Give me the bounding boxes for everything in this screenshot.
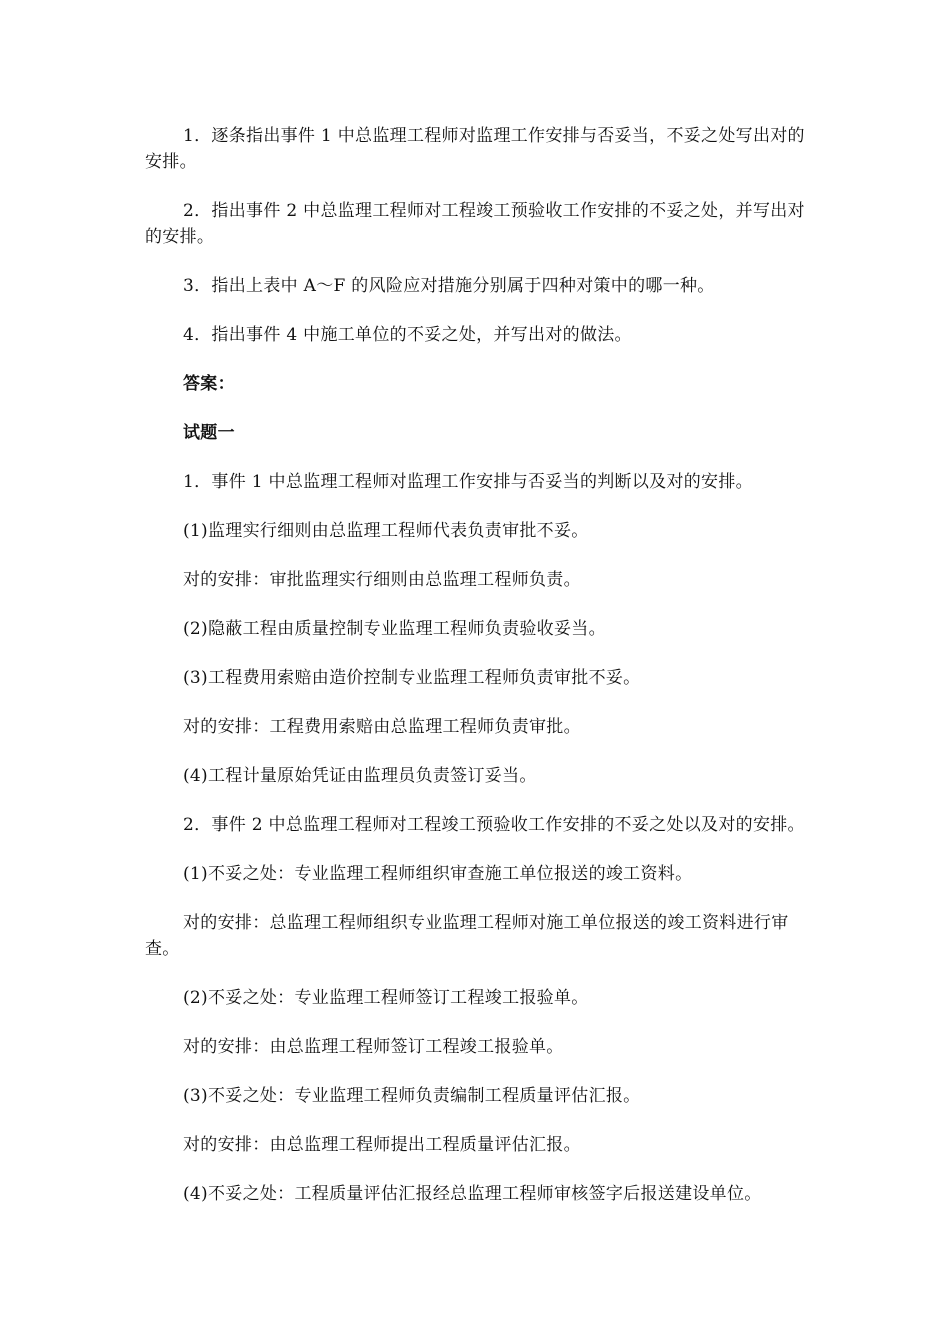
answer-heading: 答案： [183,374,235,394]
answer-1-item: (3)工程费用索赔由造价控制专业监理工程师负责审批不妥。 [183,668,641,688]
answer-1-item: (1)监理实行细则由总监理工程师代表负责审批不妥。 [183,521,589,541]
answer-2-item: (4)不妥之处：工程质量评估汇报经总监理工程师审核签字后报送建设单位。 [183,1184,762,1204]
section-heading: 试题一 [183,423,235,443]
answer-2-item: (2)不妥之处：专业监理工程师签订工程竣工报验单。 [183,988,589,1008]
question-2: 2．指出事件 2 中总监理工程师对工程竣工预验收工作安排的不妥之处，并写出对的安排。 [145,201,805,247]
answer-2-item: (1)不妥之处：专业监理工程师组织审查施工单位报送的竣工资料。 [183,864,693,884]
answer-1-intro: 1．事件 1 中总监理工程师对监理工作安排与否妥当的判断以及对的安排。 [183,472,753,492]
answer-2-item: 对的安排：由总监理工程师签订工程竣工报验单。 [183,1037,564,1057]
answer-2-item: 对的安排：总监理工程师组织专业监理工程师对施工单位报送的竣工资料进行审查。 [145,913,789,959]
answer-1-item: 对的安排：审批监理实行细则由总监理工程师负责。 [183,570,581,590]
question-1: 1．逐条指出事件 1 中总监理工程师对监理工作安排与否妥当，不妥之处写出对的安排。 [145,126,805,172]
question-4: 4．指出事件 4 中施工单位的不妥之处，并写出对的做法。 [183,325,632,345]
question-3: 3．指出上表中 A～F 的风险应对措施分别属于四种对策中的哪一种。 [183,276,715,296]
answer-2-item: 对的安排：由总监理工程师提出工程质量评估汇报。 [183,1135,581,1155]
answer-1-item: (4)工程计量原始凭证由监理员负责签订妥当。 [183,766,537,786]
answer-1-item: (2)隐蔽工程由质量控制专业监理工程师负责验收妥当。 [183,619,606,639]
answer-1-item: 对的安排：工程费用索赔由总监理工程师负责审批。 [183,717,581,737]
document-page [145,123,817,1230]
answer-2-item: (3)不妥之处：专业监理工程师负责编制工程质量评估汇报。 [183,1086,641,1106]
answer-2-intro: 2．事件 2 中总监理工程师对工程竣工预验收工作安排的不妥之处以及对的安排。 [183,815,805,835]
